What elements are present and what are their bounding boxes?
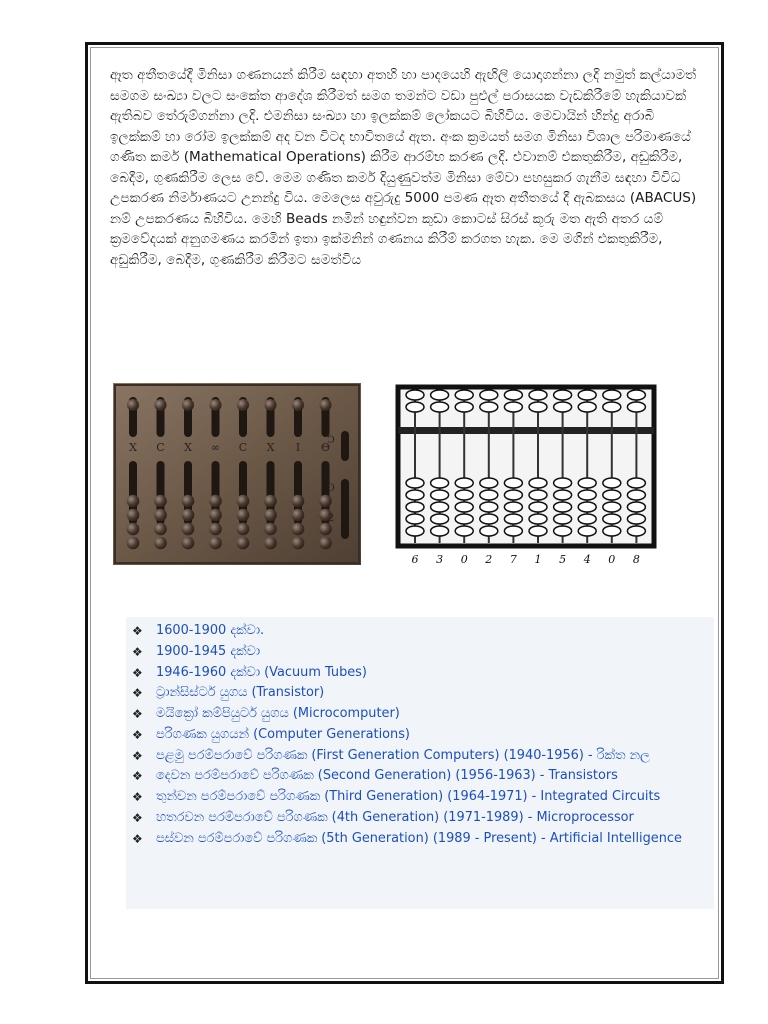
- suanpan-bead: [455, 390, 473, 400]
- suanpan-bead: [455, 514, 473, 524]
- suanpan-bead: [504, 514, 522, 524]
- diamond-bullet-icon: ❖: [132, 665, 143, 680]
- topic-link[interactable]: 1946-1960 දක්වා (Vacuum Tubes): [156, 664, 367, 680]
- topic-item[interactable]: [126, 644, 714, 661]
- suanpan-bead: [603, 514, 621, 524]
- abacus-bead: [237, 523, 250, 536]
- abacus-bead: [154, 509, 167, 522]
- suanpan-bead: [529, 502, 547, 512]
- suanpan-digit-label: 5: [559, 553, 567, 566]
- suanpan-bead: [406, 390, 424, 400]
- suanpan-bead: [529, 478, 547, 488]
- page-frame: [85, 42, 724, 984]
- suanpan-digit-label: 8: [632, 553, 640, 566]
- abacus-bead: [320, 399, 332, 411]
- abacus-bead: [292, 495, 305, 508]
- diamond-bullet-icon: ❖: [132, 769, 143, 784]
- suanpan-bead: [529, 526, 547, 536]
- topic-item[interactable]: [126, 706, 714, 723]
- diamond-bullet-icon: ❖: [132, 811, 143, 826]
- suanpan-bead: [627, 514, 645, 524]
- suanpan-bead: [406, 478, 424, 488]
- suanpan-bead: [504, 478, 522, 488]
- suanpan-digit-label: 6: [411, 553, 419, 566]
- suanpan-bead: [627, 478, 645, 488]
- diamond-bullet-icon: ❖: [132, 790, 143, 805]
- suanpan-bead: [578, 502, 596, 512]
- suanpan-bead: [578, 390, 596, 400]
- suanpan-bead: [627, 402, 645, 412]
- suanpan-bead: [480, 514, 498, 524]
- suanpan-bead: [431, 390, 449, 400]
- topic-item[interactable]: [126, 810, 714, 827]
- suanpan-bead: [480, 478, 498, 488]
- suanpan-bead: [455, 478, 473, 488]
- suanpan-digit-label: 3: [436, 553, 444, 566]
- suanpan-bead: [603, 502, 621, 512]
- topic-item[interactable]: [126, 623, 714, 640]
- abacus-bead: [182, 523, 195, 536]
- diamond-bullet-icon: ❖: [132, 624, 143, 638]
- suanpan-digit-label: 4: [583, 553, 591, 566]
- suanpan-bead: [480, 402, 498, 412]
- suanpan-bead: [431, 478, 449, 488]
- abacus-bead: [210, 399, 222, 411]
- suanpan-digit-label: 1: [534, 553, 542, 566]
- abacus-bead: [154, 495, 167, 508]
- suanpan-bead: [504, 502, 522, 512]
- abacus-bead: [209, 495, 222, 508]
- abacus-symbol-label: C: [238, 441, 248, 454]
- abacus-bead: [319, 495, 332, 508]
- abacus-side-mark: Ↄ: [327, 483, 335, 494]
- abacus-bead: [127, 537, 140, 550]
- abacus-bead: [182, 537, 195, 550]
- suanpan-bead: [480, 390, 498, 400]
- abacus-side-slot: [341, 479, 349, 539]
- abacus-symbol-label: I: [295, 441, 301, 454]
- suanpan-bead: [578, 526, 596, 536]
- abacus-bead: [237, 399, 249, 411]
- roman-abacus-image: [113, 383, 361, 565]
- abacus-bead: [237, 537, 250, 550]
- topic-link[interactable]: ට්‍රාන්සිස්ටර් යුගය (Transistor): [156, 685, 325, 701]
- abacus-symbol-label: X: [184, 441, 192, 454]
- diamond-bullet-icon: ❖: [132, 831, 143, 846]
- suanpan-bead: [554, 390, 572, 400]
- suanpan-bead: [627, 390, 645, 400]
- diamond-bullet-icon: ❖: [132, 707, 143, 722]
- suanpan-bead: [504, 402, 522, 412]
- abacus-bead: [319, 523, 332, 536]
- suanpan-bead: [504, 526, 522, 536]
- diamond-bullet-icon: ❖: [132, 748, 143, 763]
- suanpan-digit-label: 2: [485, 553, 493, 566]
- abacus-bead: [127, 523, 140, 536]
- suanpan-bead: [431, 526, 449, 536]
- suanpan-bead: [554, 490, 572, 500]
- abacus-bead: [154, 523, 167, 536]
- abacus-side-mark: Ↄ: [327, 435, 335, 446]
- suanpan-bead: [578, 478, 596, 488]
- suanpan-bead: [554, 514, 572, 524]
- topic-item[interactable]: [126, 727, 714, 744]
- topic-list: [126, 617, 714, 909]
- suanpan-bead: [455, 526, 473, 536]
- abacus-bead: [127, 509, 140, 522]
- topic-link[interactable]: පස්වන පරම්පරාවේ පරිගණක (5th Generation) (1989 - Present) - Artificial Intelligence: [156, 830, 682, 846]
- abacus-bead: [237, 509, 250, 522]
- abacus-bead: [264, 523, 277, 536]
- suanpan-digit-label: 7: [509, 553, 517, 566]
- suanpan-bead: [480, 526, 498, 536]
- abacus-bead: [182, 509, 195, 522]
- abacus-symbol-label: X: [129, 441, 137, 454]
- abacus-bead: [209, 523, 222, 536]
- suanpan-bead: [627, 490, 645, 500]
- suanpan-bead: [529, 390, 547, 400]
- abacus-bead: [154, 537, 167, 550]
- suanpan-bead: [554, 502, 572, 512]
- abacus-bead: [127, 399, 139, 411]
- suanpan-bead: [504, 490, 522, 500]
- topic-item[interactable]: [126, 665, 714, 682]
- roman-abacus-illustration: [113, 383, 361, 565]
- abacus-symbol-label: C: [156, 441, 165, 454]
- abacus-bead: [127, 495, 140, 508]
- topic-link[interactable]: පළමු පරම්පරාවේ පරිගණක (First Generation Computers) (1940-1956) - රික්ත නල: [156, 747, 650, 763]
- suanpan-bead: [480, 502, 498, 512]
- abacus-symbol-label: X: [266, 441, 275, 454]
- diamond-bullet-icon: ❖: [132, 644, 143, 659]
- abacus-bead: [237, 495, 250, 508]
- suanpan-bead: [554, 478, 572, 488]
- abacus-bead: [182, 399, 194, 411]
- abacus-symbol-label: Θ: [320, 441, 331, 454]
- abacus-symbol-label: ∞: [210, 441, 221, 454]
- suanpan-bead: [431, 502, 449, 512]
- abacus-bead: [209, 537, 222, 550]
- abacus-bead: [264, 495, 277, 508]
- suanpan-digit-label: 0: [460, 553, 468, 566]
- diamond-bullet-icon: ❖: [132, 686, 143, 701]
- suanpan-digit-label: 0: [608, 553, 616, 566]
- abacus-bead: [209, 509, 222, 522]
- suanpan-bead: [603, 402, 621, 412]
- abacus-bead: [319, 537, 332, 550]
- suanpan-bead: [603, 478, 621, 488]
- suanpan-bead: [554, 402, 572, 412]
- suanpan-bead: [406, 526, 424, 536]
- suanpan-bead: [455, 490, 473, 500]
- abacus-bead: [182, 495, 195, 508]
- suanpan-bead: [529, 490, 547, 500]
- suanpan-bead: [578, 490, 596, 500]
- suanpan-bead: [554, 526, 572, 536]
- intro-paragraph: ඈත අතීතයේදී මිනිසා ගණනයන් කිරීම සඳහා අතහි හා පාදයෙහි ඇඟිලි යොදාගන්නා ලදි නමුත් කල්යාමත් සමගම සංඛ්‍යා වලට සංකේත ආදේශ කිරීමත් සමග තමන්ට වඩා පුළුල් පරාසයක වැඩකිරීමේ හැකියාවක් ඇතිබව තේරුම්ගන්නා ලදි. එමනිසා සංඛ්‍යා හා ඉලක්කම් ලෝකයට බිහිවිය. මෙවායින් හින්දු අරාබි ඉලක්කම් හා රෝම ඉලක්කම් අද වන විටද භාවිතයේ ඇත. අංක ක්‍රමයත් සමග මිනිසා විශාල පරිමාණයේ ගණිත කර්ම (Mathematical Operations) කිරීම ආරම්භ කරණ ලදි. එවානම් එකතුකිරීම, අඩුකිරීම, බෙදීම, ගුණකිරීම ලෙස වේ. මෙම ගණිත කර්ම දියුණුවත්ම මිනිසා මේවා පහසුකර ගැනීම සඳහා විවිධ උපකරණ නිර්මාණයට උනන්දු විය. මෙලෙස අවුරුදු 5000 පමණ ඈත අතීතයේ දී ඇබකසය (ABACUS) නම් උපකරණය බිහිවිය. මෙහි Beads නමින් හඳුන්වන කුඩා කොටස් සිරස් කූරු මත ඇති අතර යම් ක්‍රමවේදයක් අනුගමණය කරමින් ඉතා ඉක්මනින් ගණනය කිරීම් කරගත හැක. මෙ මගින් එකතුකිරීම, අඩුකිරීම, බෙදීම, ගුණකිරීම කිරීමට සමත්විය: [110, 67, 697, 268]
- topic-link[interactable]: මයික්‍රෝ කම්පියුටර් යුගය (Microcomputer): [156, 706, 400, 722]
- suanpan-bead: [406, 490, 424, 500]
- suanpan-bead: [578, 514, 596, 524]
- topic-link[interactable]: හතරවන පරම්පරාවේ පරිගණක (4th Generation) (1971-1989) - Microprocessor: [156, 810, 634, 826]
- suanpan-bead: [406, 514, 424, 524]
- suanpan-bead: [627, 502, 645, 512]
- abacus-bead: [264, 509, 277, 522]
- abacus-bead: [292, 523, 305, 536]
- topic-link[interactable]: තුන්වන පරම්පරාවේ පරිගණක (Third Generation) (1964-1971) - Integrated Circuits: [156, 789, 661, 805]
- abacus-bead: [264, 537, 277, 550]
- diamond-bullet-icon: ❖: [132, 727, 143, 742]
- suanpan-bead: [603, 526, 621, 536]
- suanpan-bead: [603, 390, 621, 400]
- topic-item[interactable]: [126, 748, 714, 765]
- topic-item[interactable]: [126, 768, 714, 785]
- suanpan-bead: [480, 490, 498, 500]
- topic-item[interactable]: [126, 789, 714, 806]
- suanpan-bead: [627, 526, 645, 536]
- topic-item[interactable]: [126, 685, 714, 702]
- suanpan-bead: [431, 514, 449, 524]
- topic-item[interactable]: [126, 831, 714, 848]
- topic-link[interactable]: පරිගණක යුගයන් (Computer Generations): [156, 726, 410, 742]
- suanpan-bead: [455, 502, 473, 512]
- suanpan-bead: [406, 502, 424, 512]
- topic-link[interactable]: 1600-1900 දක්වා.: [156, 623, 265, 638]
- suanpan-bead: [455, 402, 473, 412]
- chinese-abacus-illustration: [395, 383, 657, 570]
- suanpan-bead: [603, 490, 621, 500]
- abacus-side-mark: 2: [327, 513, 335, 524]
- suanpan-bead: [529, 402, 547, 412]
- chinese-abacus-image: [395, 383, 657, 570]
- abacus-bead: [292, 399, 304, 411]
- abacus-bead: [292, 509, 305, 522]
- abacus-bead: [265, 399, 277, 411]
- suanpan-bead: [578, 402, 596, 412]
- abacus-bead: [155, 399, 167, 411]
- abacus-side-slot: [341, 431, 349, 461]
- suanpan-bead: [431, 402, 449, 412]
- topic-link[interactable]: 1900-1945 දක්වා: [156, 643, 261, 659]
- suanpan-bead: [431, 490, 449, 500]
- abacus-bead: [292, 537, 305, 550]
- suanpan-bead: [529, 514, 547, 524]
- topic-link[interactable]: දෙවන පරම්පරාවේ පරිගණක (Second Generation) (1956-1963) - Transistors: [156, 768, 618, 784]
- suanpan-bead: [406, 402, 424, 412]
- suanpan-bead: [504, 390, 522, 400]
